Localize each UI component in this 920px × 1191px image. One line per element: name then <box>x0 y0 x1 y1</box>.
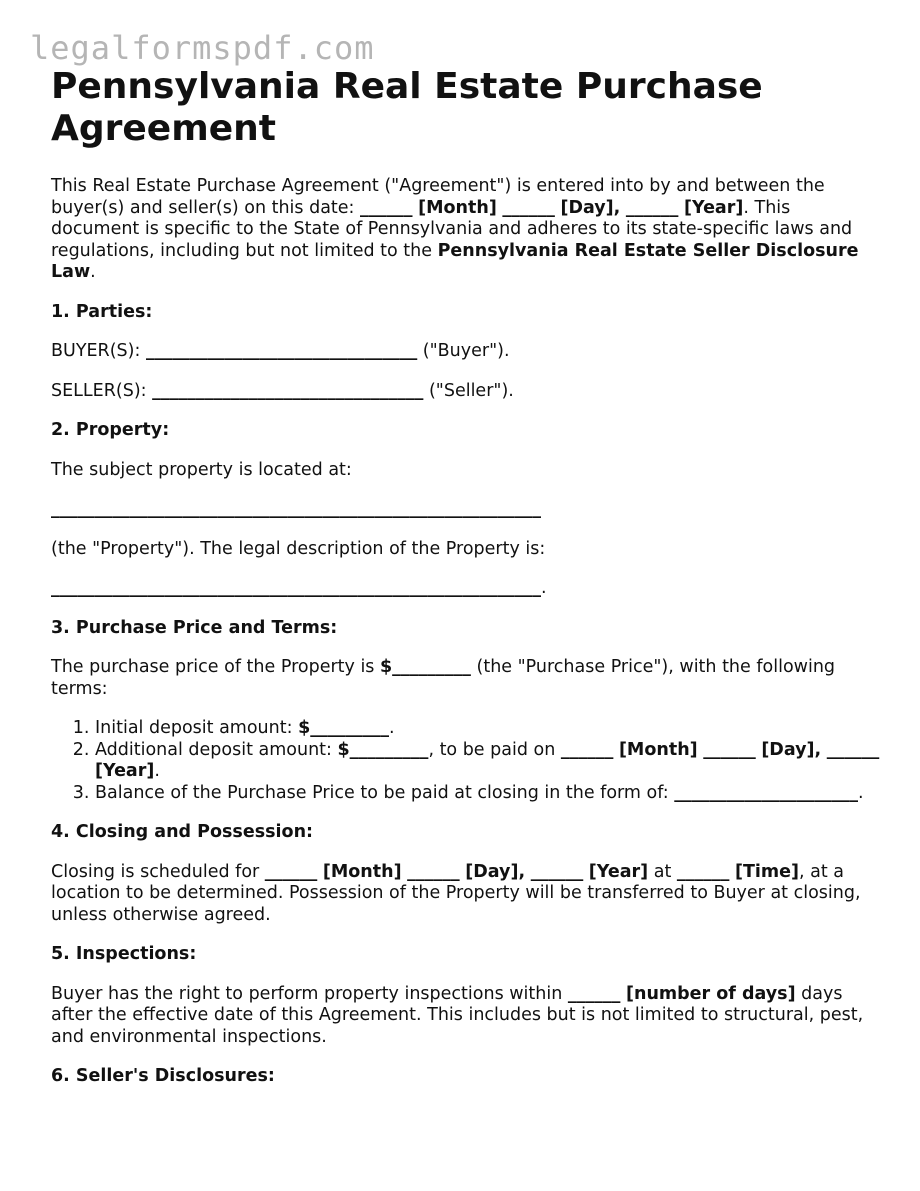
seller-line: SELLER(S): _______________________________ ("Seller"). <box>51 380 514 401</box>
closing-paragraph: Closing is scheduled for ______ [Month] ______ [Day], ______ [Year] at ______ [Time], at a location to be determined. Possession of the Property will be transferred to Buyer at closing, unless otherwise agreed. <box>51 861 861 925</box>
section-heading-disclosures: 6. Seller's Disclosures: <box>51 1066 275 1086</box>
property-legal-text: (the "Property"). The legal description of the Property is: <box>51 538 546 559</box>
law-name: Pennsylvania Real Estate Seller Disclosure Law <box>51 240 859 282</box>
page-title: Pennsylvania Real Estate Purchase Agreement <box>51 66 763 149</box>
property-address-blank[interactable]: ________________________________________________________ <box>51 499 541 519</box>
section-heading-inspections: 5. Inspections: <box>51 944 197 964</box>
price-terms-list <box>51 718 881 804</box>
price-blank[interactable]: $_________ <box>380 657 471 677</box>
section-heading-parties: 1. Parties: <box>51 301 153 322</box>
price-paragraph: The purchase price of the Property is $_________ (the "Purchase Price"), with the following terms: <box>51 657 836 699</box>
list-item: 1. Initial deposit amount: $_________. <box>95 718 881 740</box>
buyer-line: BUYER(S): _______________________________ ("Buyer"). <box>51 341 510 361</box>
document-body <box>51 176 881 1106</box>
inspections-paragraph: Buyer has the right to perform property inspections within ______ [number of days] days after the effective date of this Agreement. This includes but is not limited to structural, pest, and environmental inspections. <box>51 983 864 1047</box>
section-heading-property: 2. Property: <box>51 420 170 440</box>
section-heading-price: 3. Purchase Price and Terms: <box>51 617 338 638</box>
property-located-text: The subject property is located at: <box>51 459 352 480</box>
list-item: 3. Balance of the Purchase Price to be paid at closing in the form of: _____________________. <box>95 783 881 805</box>
watermark: legalformspdf.com <box>30 29 375 67</box>
list-item: 2. Additional deposit amount: $_________, to be paid on ______ [Month] ______ [Day], ______ [Year]. <box>95 740 881 783</box>
seller-blank[interactable]: _______________________________ <box>152 380 424 401</box>
property-legal-blank[interactable]: ________________________________________________________. <box>51 578 547 598</box>
intro-paragraph: This Real Estate Purchase Agreement ("Agreement") is entered into by and between the buyer(s) and seller(s) on this date: ______ [Month] ______ [Day], ______ [Year]. This document is specific to the State of Pennsylvania and adheres to its state-specific laws and regulations, including but not limited to the Pennsylvania Real Estate Seller Disclosure Law. <box>51 176 859 282</box>
buyer-blank[interactable]: _______________________________ <box>145 341 418 361</box>
section-heading-closing: 4. Closing and Possession: <box>51 822 314 842</box>
